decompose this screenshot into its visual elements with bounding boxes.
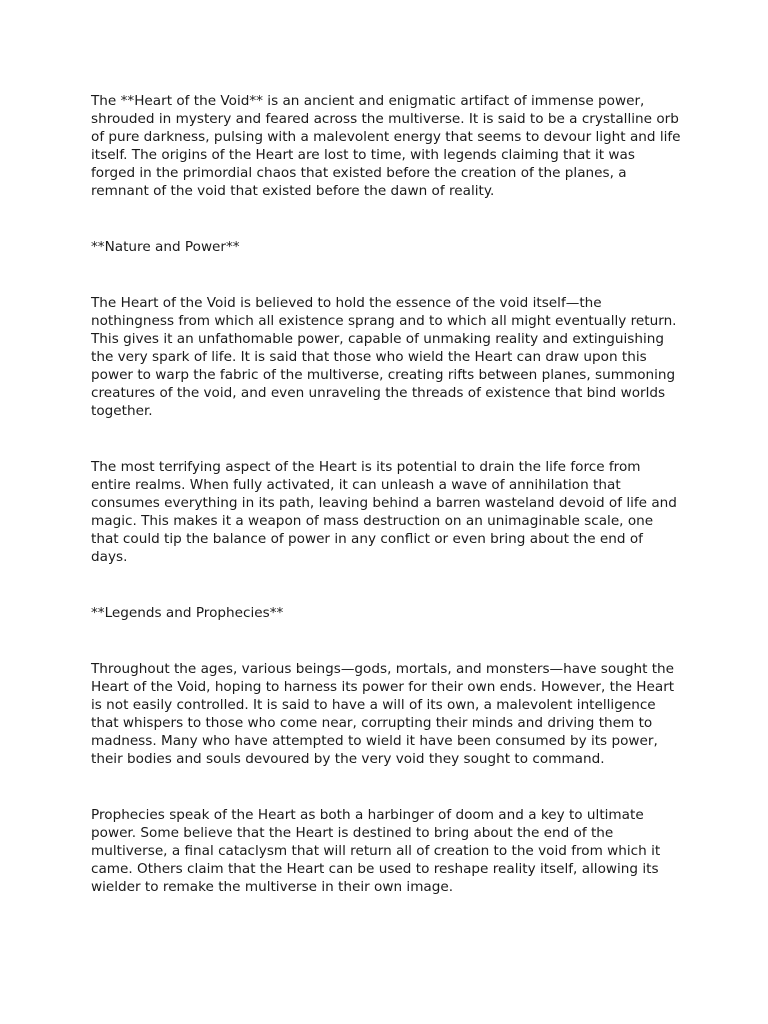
nature-paragraph-2: The most terrifying aspect of the Heart is its potential to drain the life force from entire realms. When fully activated, it can unleash a wave of annihilation that consumes everything in its path, leaving behind a barren wasteland devoid of life and magic. This makes it a weapon of mass destruction on an unimaginable scale, one that could tip the balance of power in any conflict or even bring about the end of days.: [91, 459, 677, 565]
legends-paragraph-2: Prophecies speak of the Heart as both a harbinger of doom and a key to ultimate power. Some believe that the Heart is destined to bring about the end of the multiverse, a final cataclysm that will return all of creation to the void from which it came. Others claim that the Heart can be used to reshape reality itself, allowing its wielder to remake the multiverse in their own image.: [91, 807, 661, 895]
nature-paragraph-1: The Heart of the Void is believed to hold the essence of the void itself—the nothingness from which all existence sprang and to which all might eventually return. This gives it an unfathomable power, capable of unmaking reality and extinguishing the very spark of life. It is said that those who wield the Heart can draw upon this power to warp the fabric of the multiverse, creating rifts between planes, summoning creatures of the void, and even unraveling the threads of existence that bind worlds together.: [91, 295, 677, 419]
intro-paragraph: The **Heart of the Void** is an ancient and enigmatic artifact of immense power, shrouded in mystery and feared across the multiverse. It is said to be a crystalline orb of pure darkness, pulsing with a malevolent energy that seems to devour light and life itself. The origins of the Heart are lost to time, with legends claiming that it was forged in the primordial chaos that existed before the creation of the planes, a remnant of the void that existed before the dawn of reality.: [91, 93, 681, 199]
document-body: [91, 92, 681, 896]
section-heading-legends: **Legends and Prophecies**: [91, 605, 284, 621]
legends-paragraph-1: Throughout the ages, various beings—gods, mortals, and monsters—have sought the Heart of the Void, hoping to harness its power for their own ends. However, the Heart is not easily controlled. It is said to have a will of its own, a malevolent intelligence that whispers to those who come near, corrupting their minds and driving them to madness. Many who have attempted to wield it have been consumed by its power, their bodies and souls devoured by the very void they sought to command.: [91, 661, 675, 767]
section-heading-nature: **Nature and Power**: [91, 239, 240, 255]
